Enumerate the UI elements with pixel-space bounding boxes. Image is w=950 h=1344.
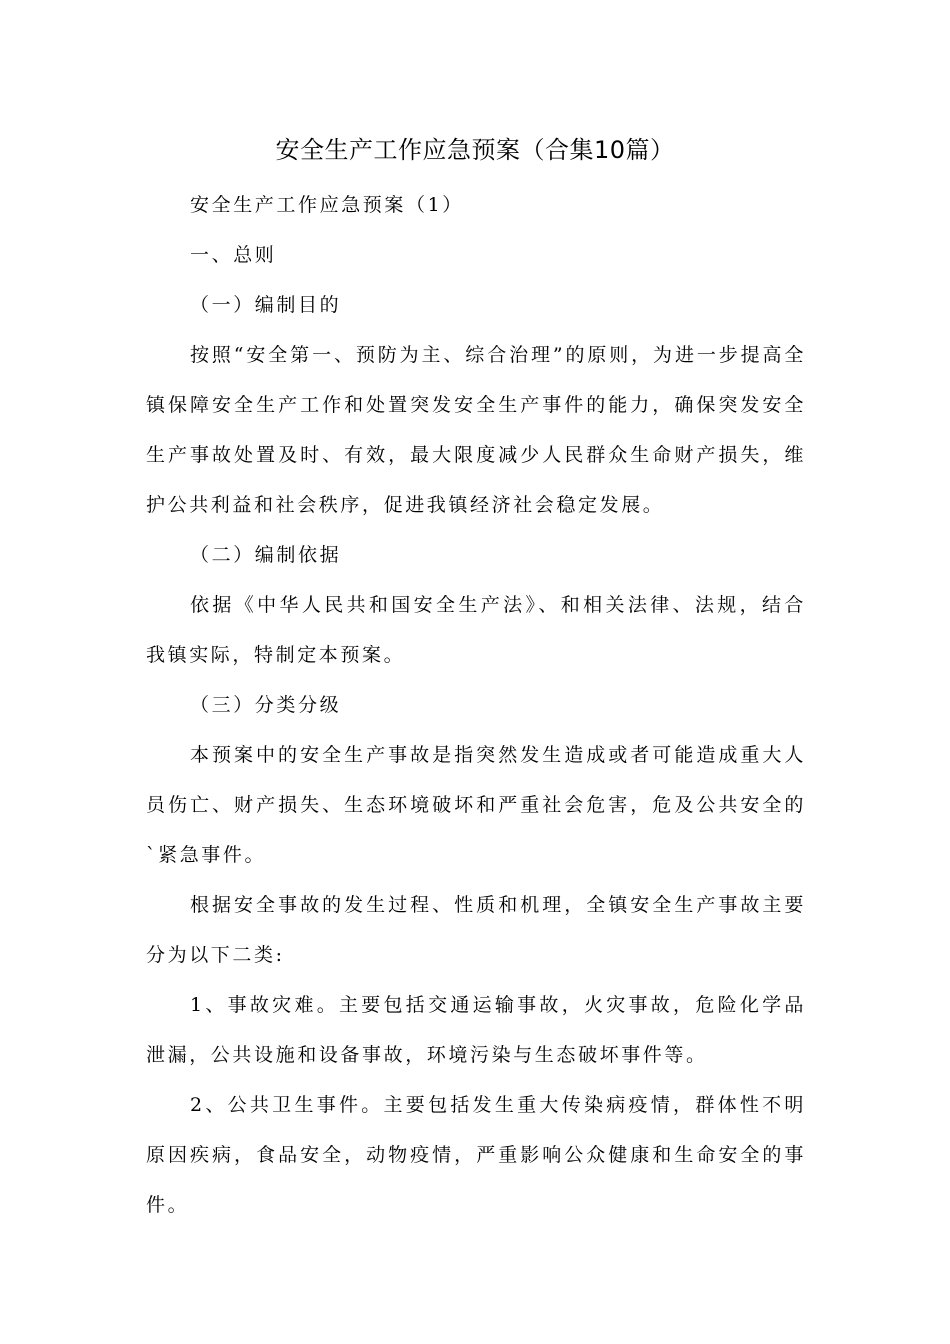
chapter-heading: 一、总则 — [190, 244, 277, 266]
list-item-paragraph: 1、事故灾难。主要包括交通运输事故，火灾事故，危险化学品泄漏，公共设施和设备事故，环境污染与生态破坏事件等。 — [146, 994, 806, 1066]
document-body — [146, 180, 806, 1230]
body-paragraph: 根据安全事故的发生过程、性质和机理，全镇安全生产事故主要分为以下二类: — [146, 894, 806, 966]
subsection-heading: （二）编制依据 — [190, 544, 342, 566]
subsection-heading: （三）分类分级 — [190, 694, 342, 716]
list-item-paragraph: 2、公共卫生事件。主要包括发生重大传染病疫情，群体性不明原因疾病，食品安全，动物疫情，严重影响公众健康和生命安全的事件。 — [146, 1094, 806, 1216]
section-heading: 安全生产工作应急预案（1） — [190, 194, 464, 216]
document-title: 安全生产工作应急预案（合集10篇） — [275, 136, 675, 164]
body-paragraph: 依据《中华人民共和国安全生产法》、和相关法律、法规，结合我镇实际，特制定本预案。 — [146, 594, 806, 666]
subsection-heading: （一）编制目的 — [190, 294, 342, 316]
body-paragraph: 本预案中的安全生产事故是指突然发生造成或者可能造成重大人员伤亡、财产损失、生态环境破坏和严重社会危害，危及公共安全的`紧急事件。 — [146, 744, 806, 866]
body-paragraph: 按照“安全第一、预防为主、综合治理”的原则，为进一步提高全镇保障安全生产工作和处置突发安全生产事件的能力，确保突发安全生产事故处置及时、有效，最大限度减少人民群众生命财产损失，维护公共利益和社会秩序，促进我镇经济社会稳定发展。 — [146, 344, 806, 516]
